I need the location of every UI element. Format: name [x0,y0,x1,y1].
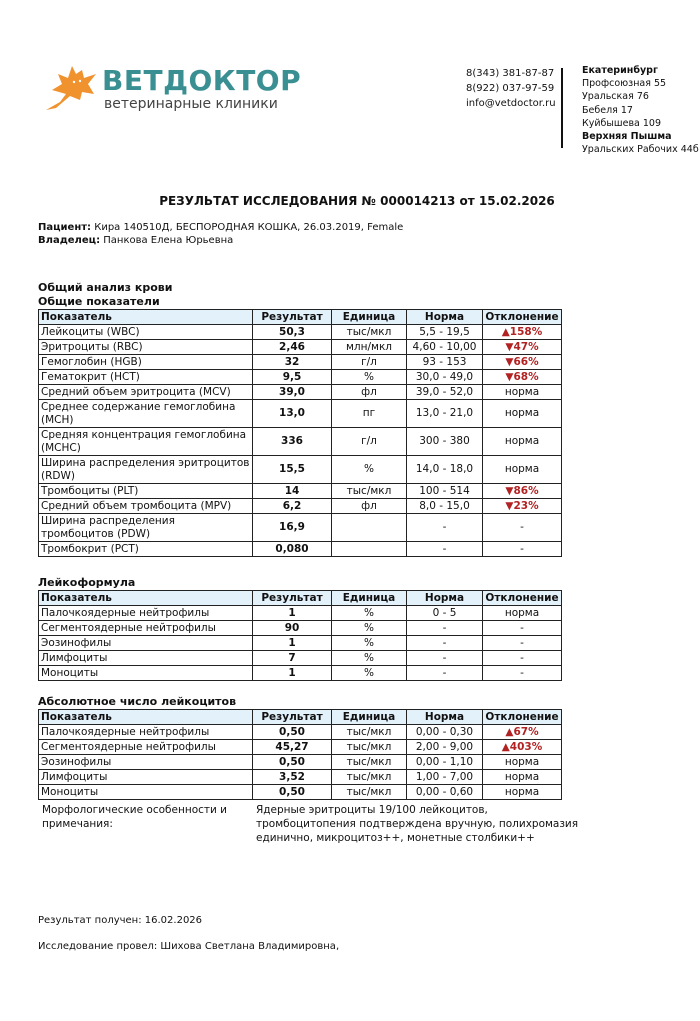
table-row [39,428,562,456]
unit: % [332,606,407,621]
indicator-name: Тромбокрит (PCT) [39,542,253,557]
indicator-name: Палочкоядерные нейтрофилы [39,606,253,621]
indicator-name: Сегментоядерные нейтрофилы [39,740,253,755]
column-header: Результат [253,591,332,606]
unit: г/л [332,355,407,370]
column-header: Единица [332,310,407,325]
result-value: 16,9 [253,514,332,542]
result-value: 15,5 [253,456,332,484]
deviation: - [483,651,562,666]
norm-range: - [407,542,483,557]
unit: тыс/мкл [332,770,407,785]
result-value: 2,46 [253,340,332,355]
norm-range: 4,60 - 10,00 [407,340,483,355]
absolute-table [38,709,562,800]
deviation: - [483,621,562,636]
norm-range: 1,00 - 7,00 [407,770,483,785]
table-row [39,636,562,651]
result-value: 0,080 [253,542,332,557]
norm-range: 0 - 5 [407,606,483,621]
table-row [39,385,562,400]
unit: тыс/мкл [332,325,407,340]
column-header: Показатель [39,710,253,725]
morphology-label: Морфологические особенности и примечания: [42,804,228,830]
unit: % [332,666,407,681]
deviation: норма [483,385,562,400]
section-title-cbc: Общий анализ крови [38,281,173,294]
deviation: норма [483,456,562,484]
table-row [39,785,562,800]
indicator-name: Средний объем тромбоцита (MPV) [39,499,253,514]
deviation: - [483,542,562,557]
result-value: 7 [253,651,332,666]
table-row [39,340,562,355]
norm-range: 93 - 153 [407,355,483,370]
column-header: Результат [253,710,332,725]
clinic-logo [44,58,302,118]
result-received: Результат получен: 16.02.2026 [38,915,203,926]
result-value: 14 [253,484,332,499]
logo-title: ВЕТДОКТОР [102,64,302,97]
table-row [39,666,562,681]
patient-value: Кира 140510Д, БЕСПОРОДНАЯ КОШКА, 26.03.2019, Female [94,222,404,233]
deviation: норма [483,428,562,456]
addresses [582,64,699,156]
general-table [38,309,562,557]
address-item: Куйбышева 109 [582,117,662,129]
table-row [39,370,562,385]
norm-range: 14,0 - 18,0 [407,456,483,484]
norm-range: - [407,651,483,666]
result-value: 1 [253,636,332,651]
indicator-name: Палочкоядерные нейтрофилы [39,725,253,740]
table-row [39,651,562,666]
indicator-name: Ширина распределения эритроцитов (RDW) [39,456,253,484]
patient-info [38,222,403,247]
unit: тыс/мкл [332,725,407,740]
cat-logo-icon [44,60,102,114]
unit: % [332,621,407,636]
table-row [39,621,562,636]
unit: фл [332,385,407,400]
deviation: ▲67% [483,725,562,740]
result-value: 32 [253,355,332,370]
indicator-name: Лейкоциты (WBC) [39,325,253,340]
indicator-name: Средний объем эритроцита (MCV) [39,385,253,400]
address-item: Бебеля 17 [582,104,633,116]
table-row [39,484,562,499]
deviation: ▲403% [483,740,562,755]
indicator-name: Моноциты [39,666,253,681]
owner-value: Панкова Елена Юрьевна [103,234,234,246]
table-row [39,400,562,428]
indicator-name: Тромбоциты (PLT) [39,484,253,499]
section-title-leukoformula: Лейкоформула [38,576,136,589]
deviation: ▼47% [483,340,562,355]
table-row [39,499,562,514]
patient-label: Пациент: [38,222,92,233]
phone-2: 8(922) 037-97-59 [466,83,555,94]
result-value: 9,5 [253,370,332,385]
unit [332,542,407,557]
unit: г/л [332,428,407,456]
leukoformula-table [38,590,562,681]
norm-range: - [407,636,483,651]
performed-by: Исследование провел: Шихова Светлана Владимировна, [38,941,340,952]
table-row [39,325,562,340]
morphology-text: Ядерные эритроциты 19/100 лейкоцитов, тромбоцитопения подтверждена вручную, полихромазия единично, микроцитоз++, монетные столбики++ [256,804,579,844]
indicator-name: Лимфоциты [39,651,253,666]
table-row [39,725,562,740]
indicator-name: Эозинофилы [39,636,253,651]
column-header: Норма [407,310,483,325]
norm-range: - [407,514,483,542]
table-row [39,456,562,484]
address-item: Профсоюзная 55 [582,78,667,90]
result-value: 39,0 [253,385,332,400]
norm-range: 0,00 - 0,30 [407,725,483,740]
column-header: Результат [253,310,332,325]
address-city: Верхняя Пышма [582,131,672,143]
deviation: норма [483,770,562,785]
column-header: Отклонение [483,591,562,606]
indicator-name: Эритроциты (RBC) [39,340,253,355]
deviation: ▼68% [483,370,562,385]
header-divider [561,68,563,148]
unit: тыс/мкл [332,785,407,800]
result-value: 3,52 [253,770,332,785]
table-row [39,755,562,770]
table-row [39,355,562,370]
table-header-row [39,310,562,325]
result-value: 6,2 [253,499,332,514]
unit: млн/мкл [332,340,407,355]
indicator-name: Эозинофилы [39,755,253,770]
indicator-name: Лимфоциты [39,770,253,785]
address-item: Уральская 76 [582,91,649,103]
column-header: Показатель [39,310,253,325]
table-header-row [39,710,562,725]
norm-range: 300 - 380 [407,428,483,456]
deviation: ▼23% [483,499,562,514]
deviation: - [483,666,562,681]
indicator-name: Ширина распределения тромбоцитов (PDW) [39,514,253,542]
section-title-general: Общие показатели [38,295,160,308]
unit: фл [332,499,407,514]
result-value: 0,50 [253,755,332,770]
norm-range: 100 - 514 [407,484,483,499]
unit: тыс/мкл [332,484,407,499]
result-value: 90 [253,621,332,636]
deviation: норма [483,755,562,770]
norm-range: - [407,621,483,636]
norm-range: 0,00 - 1,10 [407,755,483,770]
column-header: Показатель [39,591,253,606]
deviation: - [483,514,562,542]
norm-range: 8,0 - 15,0 [407,499,483,514]
table-row [39,606,562,621]
result-value: 0,50 [253,725,332,740]
indicator-name: Гематокрит (HCT) [39,370,253,385]
deviation: ▼66% [483,355,562,370]
deviation: норма [483,785,562,800]
column-header: Единица [332,710,407,725]
unit: тыс/мкл [332,740,407,755]
result-value: 336 [253,428,332,456]
norm-range: 39,0 - 52,0 [407,385,483,400]
norm-range: 13,0 - 21,0 [407,400,483,428]
contacts [466,66,556,111]
column-header: Отклонение [483,310,562,325]
address-city: Екатеринбург [582,65,658,76]
result-value: 45,27 [253,740,332,755]
email: info@vetdoctor.ru [466,98,556,109]
unit: % [332,636,407,651]
norm-range: 0,00 - 0,60 [407,785,483,800]
address-item: Уральских Рабочих 44б [582,144,699,156]
indicator-name: Моноциты [39,785,253,800]
column-header: Норма [407,710,483,725]
result-value: 1 [253,666,332,681]
deviation: ▼86% [483,484,562,499]
norm-range: 2,00 - 9,00 [407,740,483,755]
unit: % [332,651,407,666]
table-row [39,542,562,557]
report-title: РЕЗУЛЬТАТ ИССЛЕДОВАНИЯ № 000014213 от 15.02.2026 [159,194,555,208]
result-value: 13,0 [253,400,332,428]
deviation: ▲158% [483,325,562,340]
deviation: - [483,636,562,651]
column-header: Единица [332,591,407,606]
result-value: 0,50 [253,785,332,800]
unit [332,514,407,542]
phone-1: 8(343) 381-87-87 [466,68,555,79]
indicator-name: Гемоглобин (HGB) [39,355,253,370]
unit: пг [332,400,407,428]
unit: % [332,370,407,385]
table-row [39,770,562,785]
owner-label: Владелец: [38,234,101,246]
unit: тыс/мкл [332,755,407,770]
logo-subtitle: ветеринарные клиники [104,96,278,112]
indicator-name: Средняя концентрация гемоглобина (MCHC) [39,428,253,456]
result-value: 50,3 [253,325,332,340]
column-header: Норма [407,591,483,606]
indicator-name: Среднее содержание гемоглобина (MCH) [39,400,253,428]
result-value: 1 [253,606,332,621]
norm-range: 5,5 - 19,5 [407,325,483,340]
table-row [39,514,562,542]
norm-range: - [407,666,483,681]
table-header-row [39,591,562,606]
table-row [39,740,562,755]
column-header: Отклонение [483,710,562,725]
deviation: норма [483,400,562,428]
norm-range: 30,0 - 49,0 [407,370,483,385]
unit: % [332,456,407,484]
section-title-absolute: Абсолютное число лейкоцитов [38,695,237,708]
deviation: норма [483,606,562,621]
indicator-name: Сегментоядерные нейтрофилы [39,621,253,636]
